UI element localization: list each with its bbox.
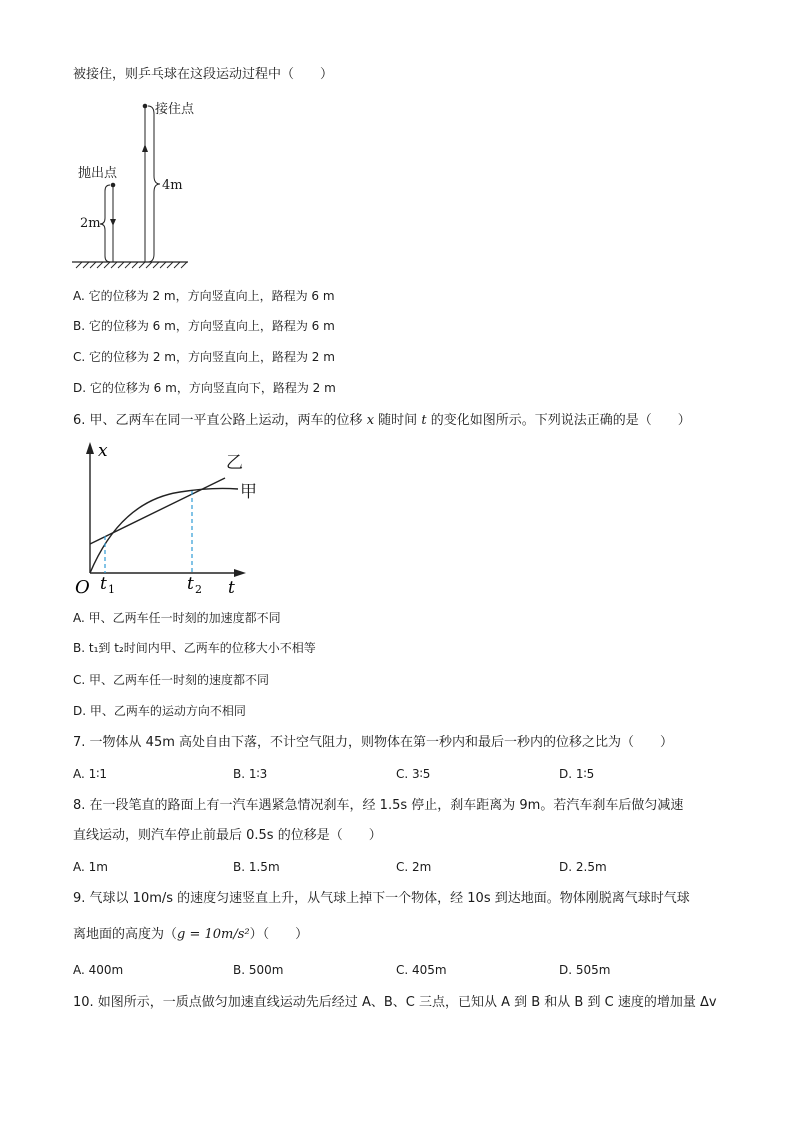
- label-yi: 乙: [226, 453, 243, 473]
- t1-subscript: 1: [108, 583, 115, 596]
- curve-jia: [90, 488, 238, 573]
- q6-stem-b: 随时间: [378, 413, 418, 428]
- t1-label: t: [100, 574, 107, 594]
- q6-var-t: t: [421, 413, 427, 428]
- q7-option-a[interactable]: A. 1∶1: [73, 767, 108, 781]
- origin-label: O: [75, 577, 90, 598]
- up-arrow: [142, 144, 148, 152]
- q8-option-c[interactable]: C. 2m: [396, 860, 432, 874]
- throw-label: 抛出点: [78, 166, 118, 181]
- q8-option-a[interactable]: A. 1m: [73, 860, 108, 874]
- q5-option-b[interactable]: B. 它的位移为 6 m，方向竖直向上，路程为 6 m: [73, 319, 335, 333]
- q7-option-d[interactable]: D. 1∶5: [559, 767, 595, 781]
- brace-4m: [148, 106, 160, 262]
- q5-option-d[interactable]: D. 它的位移为 6 m，方向竖直向下，路程为 2 m: [73, 381, 336, 395]
- q6-option-b[interactable]: B. t₁到 t₂时间内甲、乙两车的位移大小不相等: [73, 641, 316, 655]
- q9-stem-line1: 9. 气球以 10m/s 的速度匀速竖直上升，从气球上掉下一个物体，经 10s 到达地面。物体刚脱离气球时气球: [73, 891, 690, 906]
- q9-option-c[interactable]: C. 405m: [396, 963, 447, 977]
- q7-option-b[interactable]: B. 1∶3: [233, 767, 268, 781]
- axis-label-x-upper: x: [98, 441, 108, 461]
- q8-stem-line2: 直线运动，则汽车停止前最后 0.5s 的位移是（ ）: [73, 828, 382, 843]
- q9-g-formula: g = 10m/s²: [177, 927, 250, 942]
- q5-option-a[interactable]: A. 它的位移为 2 m，方向竖直向上，路程为 6 m: [73, 289, 335, 303]
- q5-option-c[interactable]: C. 它的位移为 2 m，方向竖直向上，路程为 2 m: [73, 350, 335, 364]
- y-axis-arrow: [86, 442, 94, 454]
- q6-option-a[interactable]: A. 甲、乙两车任一时刻的加速度都不同: [73, 611, 281, 625]
- q6-option-d[interactable]: D. 甲、乙两车的运动方向不相同: [73, 704, 246, 718]
- catch-point: [143, 104, 148, 109]
- axis-label-t: t: [228, 578, 235, 598]
- brace-2m: [100, 185, 110, 262]
- q9-option-b[interactable]: B. 500m: [233, 963, 284, 977]
- down-arrow: [110, 219, 116, 226]
- ground-hatch: [76, 262, 187, 268]
- q6-var-x: x: [366, 413, 375, 428]
- height-4m-label: 4m: [162, 178, 183, 193]
- line-yi: [90, 478, 225, 544]
- height-2m-label: 2m: [80, 216, 101, 231]
- q5-stem-tail: 被接住，则乒乓球在这段运动过程中（ ）: [73, 67, 334, 82]
- q7-stem: 7. 一物体从 45m 高处自由下落，不计空气阻力，则物体在第一秒内和最后一秒内的位移之比为（ ）: [73, 735, 674, 750]
- q9-stem-line2a: 离地面的高度为（: [73, 927, 178, 942]
- t2-subscript: 2: [195, 583, 202, 596]
- q8-stem-line1: 8. 在一段笔直的路面上有一汽车遇紧急情况刹车，经 1.5s 停止，刹车距离为 9m。若汽车刹车后做匀减速: [73, 798, 684, 813]
- q6-stem: [73, 412, 691, 430]
- q9-option-d[interactable]: D. 505m: [559, 963, 611, 977]
- label-jia: 甲: [240, 482, 257, 502]
- q7-option-c[interactable]: C. 3∶5: [396, 767, 431, 781]
- x-axis-arrow: [234, 569, 246, 577]
- q8-option-d[interactable]: D. 2.5m: [559, 860, 607, 874]
- catch-label: 接住点: [155, 102, 195, 117]
- q10-stem: 10. 如图所示，一质点做匀加速直线运动先后经过 A、B、C 三点，已知从 A 到 B 和从 B 到 C 速度的增加量 Δv: [73, 995, 717, 1010]
- q6-option-c[interactable]: C. 甲、乙两车任一时刻的速度都不同: [73, 673, 270, 687]
- q9-stem-line2b: ）（ ）: [249, 927, 309, 942]
- q9-stem-line2: [73, 926, 308, 944]
- q5-figure: [70, 96, 210, 271]
- q9-option-a[interactable]: A. 400m: [73, 963, 124, 977]
- q8-option-b[interactable]: B. 1.5m: [233, 860, 280, 874]
- q6-stem-c: 的变化如图所示。下列说法正确的是（ ）: [430, 413, 691, 428]
- t2-label: t: [187, 574, 194, 594]
- q6-stem-a: 6. 甲、乙两车在同一平直公路上运动，两车的位移: [73, 413, 363, 428]
